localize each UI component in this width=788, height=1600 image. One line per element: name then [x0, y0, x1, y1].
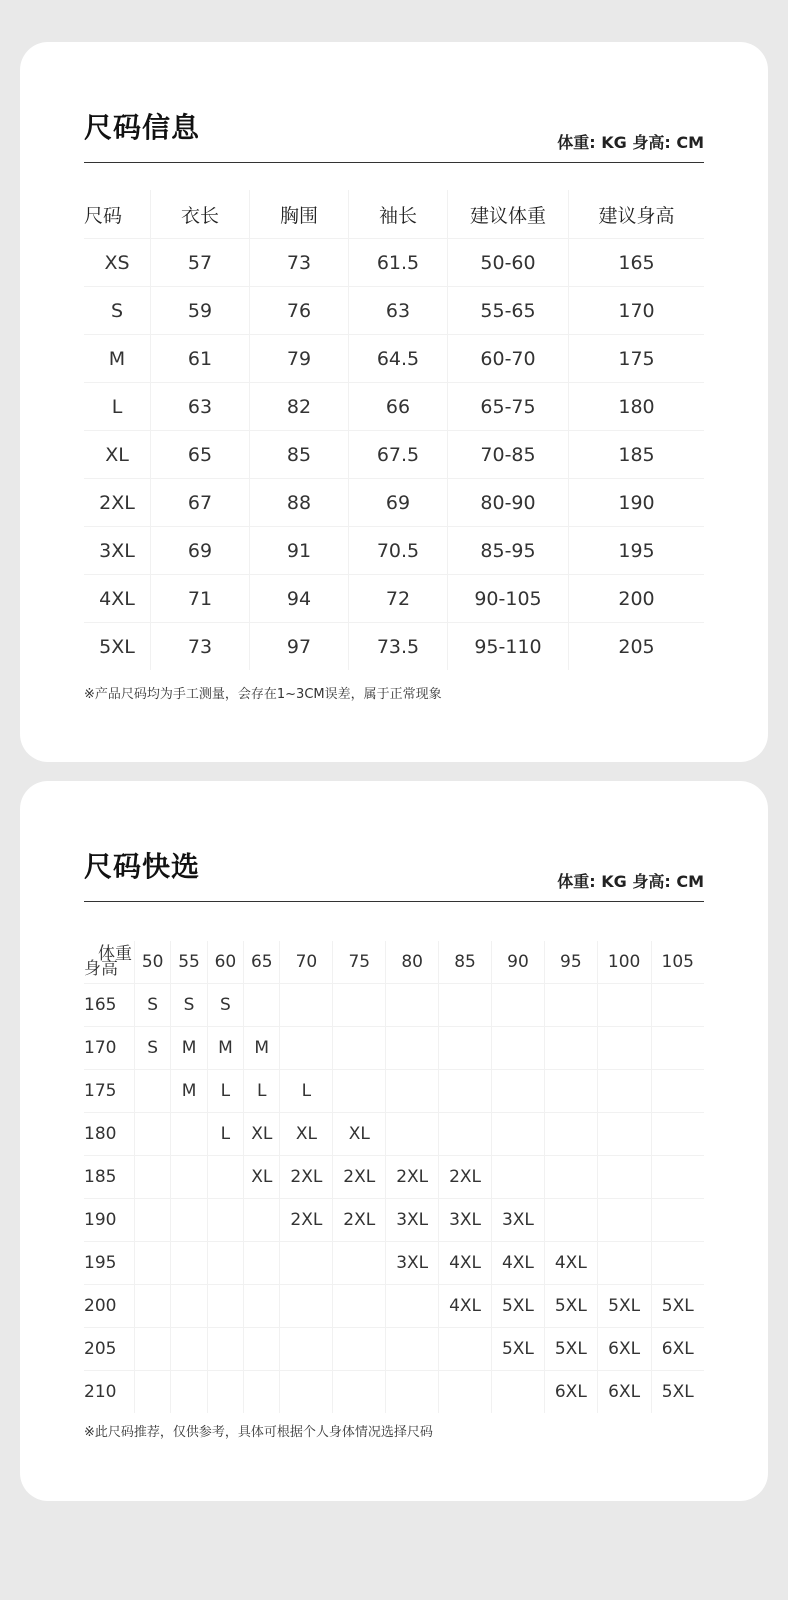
- weight-header-cell: 70: [280, 941, 333, 984]
- weight-header-cell: 50: [135, 941, 171, 984]
- recommended-size-cell: S: [135, 1027, 171, 1070]
- recommended-size-cell: L: [280, 1070, 333, 1113]
- recommended-size-cell: [333, 1242, 386, 1285]
- size-value-cell: 73.5: [349, 623, 448, 671]
- recommended-size-cell: 2XL: [333, 1156, 386, 1199]
- recommended-size-cell: [386, 1113, 439, 1156]
- recommended-size-cell: 6XL: [651, 1328, 704, 1371]
- size-value-cell: 64.5: [349, 335, 448, 383]
- size-table-row: [84, 623, 704, 671]
- recommended-size-cell: 5XL: [651, 1371, 704, 1414]
- recommended-size-cell: [280, 1371, 333, 1414]
- quick-select-header: [84, 845, 704, 902]
- size-table-row: [84, 479, 704, 527]
- recommended-size-cell: [439, 1328, 492, 1371]
- corner-height-label: 身高: [84, 959, 118, 979]
- recommended-size-cell: [333, 1285, 386, 1328]
- col-header-chest: 胸围: [250, 190, 349, 239]
- recommended-size-cell: [597, 1156, 651, 1199]
- recommended-size-cell: 3XL: [386, 1199, 439, 1242]
- size-label-cell: 2XL: [84, 479, 151, 527]
- size-value-cell: 190: [569, 479, 705, 527]
- recommended-size-cell: [135, 1156, 171, 1199]
- size-value-cell: 205: [569, 623, 705, 671]
- quick-select-table: [84, 941, 704, 1413]
- recommended-size-cell: [244, 1242, 280, 1285]
- quick-table-row: [84, 984, 704, 1027]
- size-value-cell: 85: [250, 431, 349, 479]
- size-label-cell: 5XL: [99, 635, 135, 658]
- recommended-size-cell: 2XL: [386, 1156, 439, 1199]
- size-value-cell: 170: [569, 287, 705, 335]
- height-label-cell: 175: [84, 1070, 135, 1113]
- recommended-size-cell: [544, 1156, 597, 1199]
- recommended-size-cell: [651, 1113, 704, 1156]
- size-value-cell: 65-75: [448, 383, 569, 431]
- size-value-cell: 200: [569, 575, 705, 623]
- size-value-cell: 70-85: [448, 431, 569, 479]
- recommended-size-cell: 6XL: [597, 1371, 651, 1414]
- recommended-size-cell: [597, 1027, 651, 1070]
- size-value-cell: 66: [349, 383, 448, 431]
- size-value-cell: 73: [151, 623, 250, 671]
- recommended-size-cell: [386, 1070, 439, 1113]
- recommended-size-cell: 3XL: [439, 1199, 492, 1242]
- recommended-size-cell: [135, 1242, 171, 1285]
- size-value-cell: 61: [151, 335, 250, 383]
- recommended-size-cell: [207, 1371, 243, 1414]
- recommended-size-cell: [439, 1027, 492, 1070]
- recommended-size-cell: [244, 1371, 280, 1414]
- col-header-length: 衣长: [151, 190, 250, 239]
- recommended-size-cell: [651, 1199, 704, 1242]
- recommended-size-cell: [597, 1070, 651, 1113]
- recommended-size-cell: [333, 1328, 386, 1371]
- recommended-size-cell: [207, 1156, 243, 1199]
- size-value-cell: 60-70: [448, 335, 569, 383]
- size-table-row: [84, 383, 704, 431]
- recommended-size-cell: [439, 1371, 492, 1414]
- recommended-size-cell: [492, 1371, 545, 1414]
- recommended-size-cell: [544, 1199, 597, 1242]
- col-header-size: 尺码: [84, 190, 151, 239]
- height-label-cell: 200: [84, 1285, 135, 1328]
- recommended-size-cell: 3XL: [386, 1242, 439, 1285]
- recommended-size-cell: [244, 984, 280, 1027]
- recommended-size-cell: [171, 1199, 207, 1242]
- size-value-cell: 71: [151, 575, 250, 623]
- size-value-cell: 69: [349, 479, 448, 527]
- recommended-size-cell: [244, 1285, 280, 1328]
- recommended-size-cell: [544, 984, 597, 1027]
- weight-header-cell: 55: [171, 941, 207, 984]
- recommended-size-cell: 3XL: [492, 1199, 545, 1242]
- size-value-cell: 82: [250, 383, 349, 431]
- size-value-cell: 73: [250, 239, 349, 287]
- recommended-size-cell: [651, 1027, 704, 1070]
- size-table-row: [84, 239, 704, 287]
- size-label-cell: L: [84, 383, 151, 431]
- size-table-header-row: [84, 190, 704, 239]
- recommended-size-cell: [544, 1070, 597, 1113]
- recommended-size-cell: 2XL: [280, 1199, 333, 1242]
- quick-table-row: [84, 1371, 704, 1414]
- quick-table-row: [84, 1199, 704, 1242]
- size-value-cell: 165: [569, 239, 705, 287]
- weight-header-cell: 90: [492, 941, 545, 984]
- recommended-size-cell: [333, 984, 386, 1027]
- recommended-size-cell: [651, 1242, 704, 1285]
- recommended-size-cell: XL: [333, 1113, 386, 1156]
- weight-header-cell: 60: [207, 941, 243, 984]
- size-value-cell: 67: [151, 479, 250, 527]
- quick-table-row: [84, 1156, 704, 1199]
- size-info-units: 体重: KG 身高: CM: [557, 133, 704, 152]
- recommended-size-cell: [171, 1242, 207, 1285]
- size-value-cell: 95-110: [448, 623, 569, 671]
- size-label-cell: 3XL: [84, 527, 151, 575]
- recommended-size-cell: L: [244, 1070, 280, 1113]
- recommended-size-cell: [207, 1285, 243, 1328]
- size-table-row: [84, 335, 704, 383]
- recommended-size-cell: [207, 1242, 243, 1285]
- corner-weight-label: 体重: [98, 944, 132, 964]
- size-info-table: [84, 190, 704, 670]
- size-value-cell: 88: [250, 479, 349, 527]
- recommended-size-cell: S: [135, 984, 171, 1027]
- size-value-cell: 72: [349, 575, 448, 623]
- size-value-cell: 195: [569, 527, 705, 575]
- size-value-cell: 85-95: [448, 527, 569, 575]
- size-value-cell: 90-105: [448, 575, 569, 623]
- recommended-size-cell: [386, 1371, 439, 1414]
- size-table-row: [84, 431, 704, 479]
- col-header-height: 建议身高: [569, 190, 705, 239]
- recommended-size-cell: [333, 1070, 386, 1113]
- recommended-size-cell: [280, 1285, 333, 1328]
- size-value-cell: 97: [250, 623, 349, 671]
- weight-header-cell: 65: [244, 941, 280, 984]
- recommended-size-cell: [280, 1328, 333, 1371]
- recommended-size-cell: [135, 1199, 171, 1242]
- size-info-header: [84, 106, 704, 163]
- size-value-cell: 57: [151, 239, 250, 287]
- recommended-size-cell: 4XL: [492, 1242, 545, 1285]
- size-table-row: [84, 287, 704, 335]
- height-label-cell: 190: [84, 1199, 135, 1242]
- recommended-size-cell: XL: [280, 1113, 333, 1156]
- recommended-size-cell: [386, 984, 439, 1027]
- recommended-size-cell: [171, 1156, 207, 1199]
- corner-label: [84, 941, 135, 984]
- recommended-size-cell: 5XL: [544, 1285, 597, 1328]
- quick-select-units: 体重: KG 身高: CM: [557, 872, 704, 891]
- recommended-size-cell: L: [207, 1113, 243, 1156]
- size-table-row: [84, 527, 704, 575]
- recommended-size-cell: [386, 1285, 439, 1328]
- size-value-cell: 185: [569, 431, 705, 479]
- recommended-size-cell: [439, 1070, 492, 1113]
- size-value-cell: 70.5: [349, 527, 448, 575]
- size-value-cell: 91: [250, 527, 349, 575]
- recommended-size-cell: M: [207, 1027, 243, 1070]
- size-value-cell: 55-65: [448, 287, 569, 335]
- recommended-size-cell: [386, 1328, 439, 1371]
- recommended-size-cell: [544, 1113, 597, 1156]
- size-table-row: [84, 575, 704, 623]
- recommended-size-cell: 5XL: [651, 1285, 704, 1328]
- size-value-cell: 69: [151, 527, 250, 575]
- recommended-size-cell: [597, 1199, 651, 1242]
- recommended-size-cell: 4XL: [439, 1242, 492, 1285]
- quick-select-title: 尺码快选: [84, 850, 201, 883]
- recommended-size-cell: [280, 1242, 333, 1285]
- recommended-size-cell: [597, 984, 651, 1027]
- height-label-cell: 205: [84, 1328, 135, 1371]
- recommended-size-cell: 6XL: [597, 1328, 651, 1371]
- recommended-size-cell: 5XL: [597, 1285, 651, 1328]
- recommended-size-cell: XL: [244, 1113, 280, 1156]
- recommended-size-cell: 2XL: [439, 1156, 492, 1199]
- recommended-size-cell: 2XL: [333, 1199, 386, 1242]
- recommended-size-cell: [280, 984, 333, 1027]
- recommended-size-cell: [492, 1113, 545, 1156]
- height-label-cell: 210: [84, 1382, 117, 1402]
- recommended-size-cell: [171, 1113, 207, 1156]
- weight-header-cell: 100: [597, 941, 651, 984]
- size-label-cell: 4XL: [84, 575, 151, 623]
- recommended-size-cell: [171, 1285, 207, 1328]
- height-label-cell: 185: [84, 1156, 135, 1199]
- size-label-cell: M: [84, 335, 151, 383]
- quick-table-row: [84, 1328, 704, 1371]
- quick-table-row: [84, 1285, 704, 1328]
- size-value-cell: 80-90: [448, 479, 569, 527]
- quick-table-row: [84, 1113, 704, 1156]
- recommended-size-cell: M: [171, 1027, 207, 1070]
- size-info-title: 尺码信息: [84, 111, 201, 144]
- size-value-cell: 50-60: [448, 239, 569, 287]
- recommended-size-cell: [333, 1027, 386, 1070]
- recommended-size-cell: [492, 984, 545, 1027]
- size-value-cell: 63: [349, 287, 448, 335]
- recommended-size-cell: 6XL: [544, 1371, 597, 1414]
- recommended-size-cell: [651, 1156, 704, 1199]
- height-label-cell: 170: [84, 1027, 135, 1070]
- recommended-size-cell: 5XL: [492, 1328, 545, 1371]
- quick-select-note: ※此尺码推荐，仅供参考，具体可根据个人身体情况选择尺码: [84, 1425, 433, 1440]
- size-label-cell: XS: [84, 239, 151, 287]
- height-label-cell: 165: [84, 984, 135, 1027]
- size-value-cell: 180: [569, 383, 705, 431]
- quick-select-card: [20, 781, 768, 1501]
- recommended-size-cell: [492, 1156, 545, 1199]
- size-value-cell: 76: [250, 287, 349, 335]
- recommended-size-cell: [651, 984, 704, 1027]
- recommended-size-cell: [244, 1328, 280, 1371]
- size-info-note: ※产品尺码均为手工测量，会存在1~3CM误差，属于正常现象: [84, 687, 442, 702]
- recommended-size-cell: M: [171, 1070, 207, 1113]
- recommended-size-cell: [651, 1070, 704, 1113]
- recommended-size-cell: [333, 1371, 386, 1414]
- recommended-size-cell: [171, 1328, 207, 1371]
- size-value-cell: 61.5: [349, 239, 448, 287]
- size-value-cell: 79: [250, 335, 349, 383]
- size-value-cell: 175: [569, 335, 705, 383]
- recommended-size-cell: 2XL: [280, 1156, 333, 1199]
- recommended-size-cell: [135, 1371, 171, 1414]
- recommended-size-cell: 4XL: [544, 1242, 597, 1285]
- recommended-size-cell: [207, 1328, 243, 1371]
- size-value-cell: 63: [151, 383, 250, 431]
- recommended-size-cell: [280, 1027, 333, 1070]
- quick-table-header-row: [84, 941, 704, 984]
- size-label-cell: S: [84, 287, 151, 335]
- size-value-cell: 59: [151, 287, 250, 335]
- recommended-size-cell: [135, 1328, 171, 1371]
- recommended-size-cell: [597, 1113, 651, 1156]
- quick-table-row: [84, 1027, 704, 1070]
- recommended-size-cell: M: [244, 1027, 280, 1070]
- weight-header-cell: 105: [651, 941, 704, 984]
- recommended-size-cell: S: [207, 984, 243, 1027]
- recommended-size-cell: L: [207, 1070, 243, 1113]
- quick-table-row: [84, 1070, 704, 1113]
- recommended-size-cell: [492, 1070, 545, 1113]
- col-header-weight: 建议体重: [448, 190, 569, 239]
- col-header-sleeve: 袖长: [349, 190, 448, 239]
- weight-header-cell: 85: [439, 941, 492, 984]
- recommended-size-cell: 4XL: [439, 1285, 492, 1328]
- recommended-size-cell: 5XL: [492, 1285, 545, 1328]
- recommended-size-cell: S: [171, 984, 207, 1027]
- recommended-size-cell: [439, 984, 492, 1027]
- recommended-size-cell: [135, 1285, 171, 1328]
- size-value-cell: 94: [250, 575, 349, 623]
- size-value-cell: 65: [151, 431, 250, 479]
- recommended-size-cell: XL: [244, 1156, 280, 1199]
- size-value-cell: 67.5: [349, 431, 448, 479]
- recommended-size-cell: [544, 1027, 597, 1070]
- weight-header-cell: 95: [544, 941, 597, 984]
- height-label-cell: 195: [84, 1242, 135, 1285]
- recommended-size-cell: [207, 1199, 243, 1242]
- recommended-size-cell: [171, 1371, 207, 1414]
- size-info-card: [20, 42, 768, 762]
- recommended-size-cell: [135, 1113, 171, 1156]
- recommended-size-cell: 5XL: [544, 1328, 597, 1371]
- weight-header-cell: 75: [333, 941, 386, 984]
- recommended-size-cell: [244, 1199, 280, 1242]
- recommended-size-cell: [135, 1070, 171, 1113]
- recommended-size-cell: [492, 1027, 545, 1070]
- weight-header-cell: 80: [386, 941, 439, 984]
- recommended-size-cell: [386, 1027, 439, 1070]
- quick-table-row: [84, 1242, 704, 1285]
- size-label-cell: XL: [84, 431, 151, 479]
- recommended-size-cell: [597, 1242, 651, 1285]
- recommended-size-cell: [439, 1113, 492, 1156]
- height-label-cell: 180: [84, 1113, 135, 1156]
